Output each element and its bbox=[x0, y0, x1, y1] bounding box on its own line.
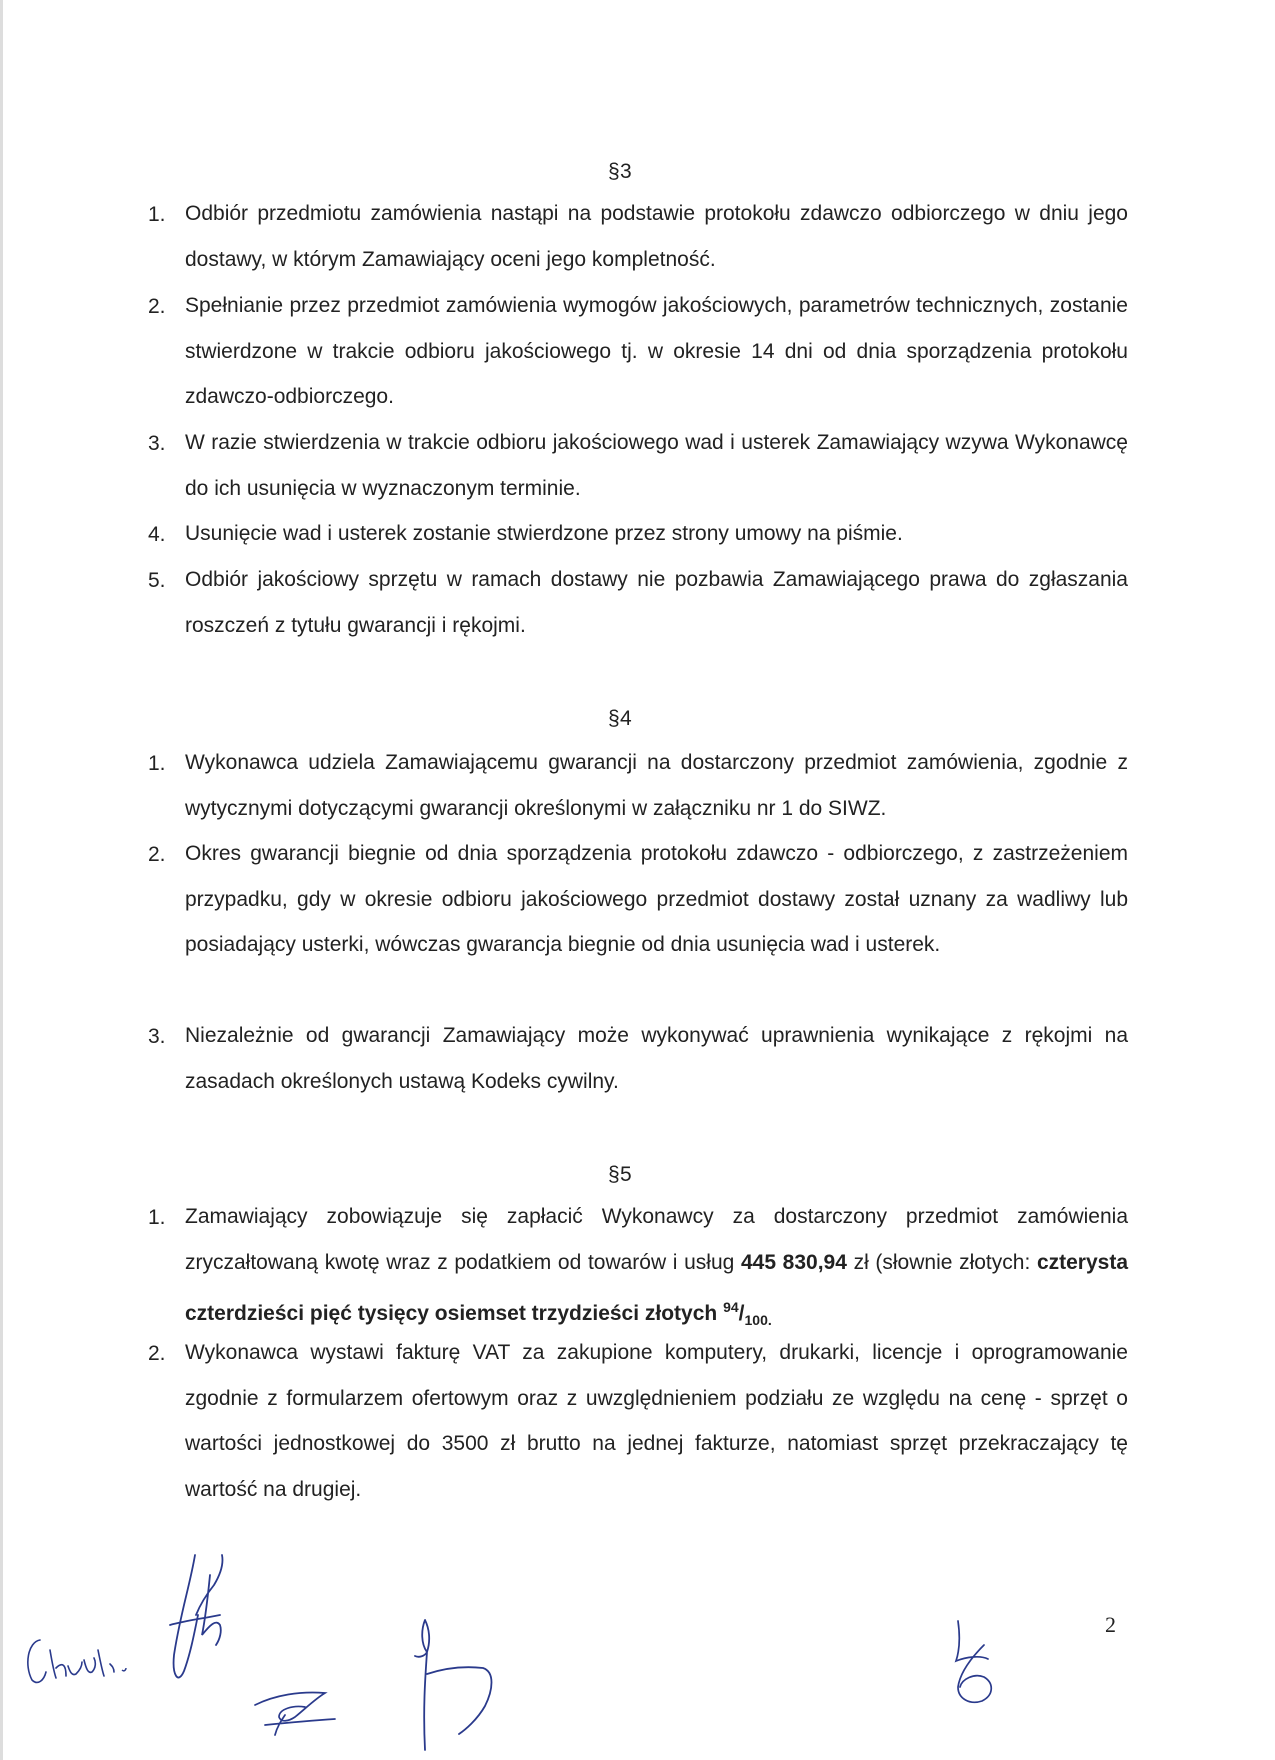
item-text bbox=[185, 1194, 1128, 1344]
page-number: 2 bbox=[1105, 1612, 1116, 1637]
section-3-item-2 bbox=[148, 295, 1128, 420]
item-number: 5. bbox=[148, 569, 166, 592]
item-number: 1. bbox=[148, 752, 166, 775]
section-5-item-2 bbox=[148, 1342, 1128, 1512]
payment-text-before: Zamawiający zobowiązuje się zapłacić Wykonawcy za dostarczony przedmiot zamówienia zryczałtowaną kwotę wraz z podatkiem od towarów i usług bbox=[185, 1205, 1128, 1274]
section-3-item-4 bbox=[148, 523, 1128, 557]
item-number: 1. bbox=[148, 203, 166, 226]
payment-amount: 445 830,94 bbox=[740, 1250, 847, 1274]
section-4-item-3 bbox=[148, 1025, 1128, 1104]
item-text: Odbiór jakościowy sprzętu w ramach dostawy nie pozbawia Zamawiającego prawa do zgłaszania roszczeń z tytułu gwarancji i rękojmi. bbox=[185, 568, 1128, 637]
item-number: 4. bbox=[148, 523, 166, 546]
item-number: 3. bbox=[148, 432, 166, 455]
section-4-item-2 bbox=[148, 843, 1128, 968]
item-text: Spełnianie przez przedmiot zamówienia wymogów jakościowych, parametrów technicznych, zostanie stwierdzone w trakcie odbioru jakościowego tj. w okresie 14 dni od dnia sporządzenia protokołu zdawczo-odbiorczego. bbox=[185, 294, 1128, 408]
payment-text-mid: zł (słownie złotych: bbox=[846, 1250, 1037, 1274]
section-3-item-1 bbox=[148, 203, 1128, 282]
fraction-numerator: 94 bbox=[723, 1299, 739, 1315]
section-3-item-5 bbox=[148, 569, 1128, 648]
item-text: Wykonawca wystawi fakturę VAT za zakupione komputery, drukarki, licencje i oprogramowanie zgodnie z formularzem ofertowym oraz z uwzględnieniem podziału ze względu na cenę - sprzęt o wartości jednostkowej do 3500 zł brutto na jednej fakturze, natomiast sprzęt przekraczający tę wartość na drugiej. bbox=[185, 1341, 1128, 1501]
item-text: Okres gwarancji biegnie od dnia sporządzenia protokołu zdawczo - odbiorczego, z zastrzeżeniem przypadku, gdy w okresie odbioru jakościowego przedmiot dostawy został uznany za wadliwy lub posiadający usterki, wówczas gwarancja biegnie od dnia usunięcia wad i usterek. bbox=[185, 842, 1128, 956]
item-text: Usunięcie wad i usterek zostanie stwierdzone przez strony umowy na piśmie. bbox=[185, 522, 903, 545]
item-number: 2. bbox=[148, 1342, 166, 1365]
signature-1 bbox=[10, 1620, 150, 1700]
item-text: Wykonawca udziela Zamawiającemu gwarancji na dostarczony przedmiot zamówienia, zgodnie z wytycznymi dotyczącymi gwarancji określonymi w załączniku nr 1 do SIWZ. bbox=[185, 751, 1128, 820]
section-4-item-1 bbox=[148, 752, 1128, 831]
signature-5 bbox=[940, 1615, 1010, 1715]
signature-3 bbox=[245, 1665, 355, 1745]
item-text: Niezależnie od gwarancji Zamawiający może wykonywać uprawnienia wynikające z rękojmi na zasadach określonych ustawą Kodeks cywilny. bbox=[185, 1024, 1128, 1093]
fraction-slash: / bbox=[738, 1302, 745, 1325]
item-number: 1. bbox=[148, 1206, 166, 1229]
payment-amount-words: czterysta czterdzieści pięć tysięcy osiemset trzydzieści złotych bbox=[185, 1250, 1128, 1325]
section-3-title: §3 bbox=[608, 160, 632, 183]
scan-edge bbox=[0, 0, 3, 1760]
section-5-title: §5 bbox=[608, 1163, 632, 1186]
signature-4 bbox=[405, 1610, 525, 1760]
item-number: 2. bbox=[148, 843, 166, 866]
item-number: 2. bbox=[148, 295, 166, 318]
item-text: W razie stwierdzenia w trakcie odbioru jakościowego wad i usterek Zamawiający wzywa Wykonawcę do ich usunięcia w wyznaczonym terminie. bbox=[185, 431, 1128, 500]
item-number: 3. bbox=[148, 1025, 166, 1048]
fraction-denominator: 100. bbox=[744, 1312, 772, 1329]
section-3-item-3 bbox=[148, 432, 1128, 511]
item-text: Odbiór przedmiotu zamówienia nastąpi na podstawie protokołu zdawczo odbiorczego w dniu jego dostawy, w którym Zamawiający oceni jego kompletność. bbox=[185, 202, 1128, 271]
section-5-item-1 bbox=[148, 1206, 1128, 1344]
section-4-title: §4 bbox=[608, 707, 632, 730]
